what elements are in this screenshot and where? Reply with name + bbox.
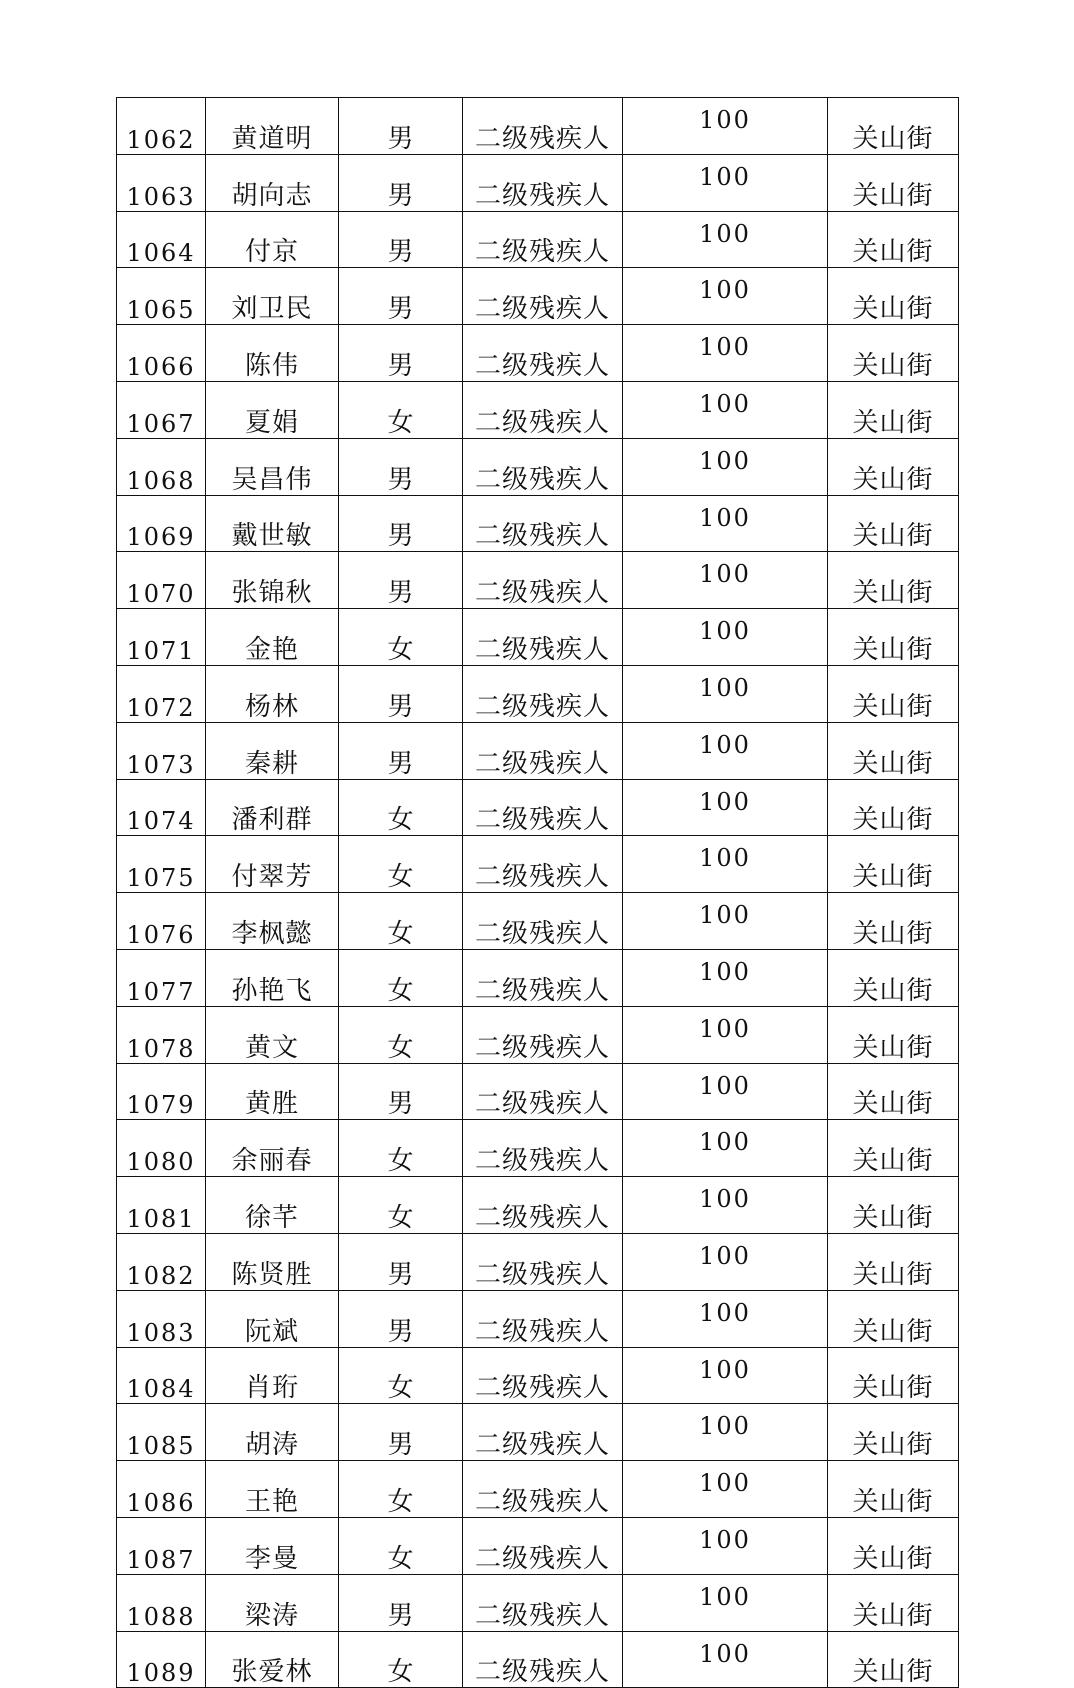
gender-cell: 女 xyxy=(339,1177,463,1234)
street-cell: 关山街 xyxy=(828,268,959,325)
serial-number-cell: 1087 xyxy=(117,1517,206,1574)
amount-cell: 100 xyxy=(623,949,828,1006)
amount-cell: 100 xyxy=(623,495,828,552)
street-cell: 关山街 xyxy=(828,949,959,1006)
disability-level-cell: 二级残疾人 xyxy=(463,1517,623,1574)
street-cell: 关山街 xyxy=(828,381,959,438)
serial-number-cell: 1088 xyxy=(117,1574,206,1631)
name-cell: 黄胜 xyxy=(206,1063,339,1120)
gender-cell: 女 xyxy=(339,381,463,438)
disability-level-cell: 二级残疾人 xyxy=(463,1233,623,1290)
serial-number-cell: 1085 xyxy=(117,1404,206,1461)
amount-cell: 100 xyxy=(623,893,828,950)
name-cell: 杨林 xyxy=(206,665,339,722)
table-row xyxy=(117,211,959,268)
serial-number-cell: 1062 xyxy=(117,98,206,155)
street-cell: 关山街 xyxy=(828,1063,959,1120)
table-row xyxy=(117,552,959,609)
gender-cell: 男 xyxy=(339,1404,463,1461)
amount-cell: 100 xyxy=(623,722,828,779)
name-cell: 余丽春 xyxy=(206,1120,339,1177)
amount-cell: 100 xyxy=(623,552,828,609)
table-row xyxy=(117,1631,959,1688)
serial-number-cell: 1089 xyxy=(117,1631,206,1688)
serial-number-cell: 1084 xyxy=(117,1347,206,1404)
table-row xyxy=(117,893,959,950)
disability-level-cell: 二级残疾人 xyxy=(463,268,623,325)
gender-cell: 女 xyxy=(339,1006,463,1063)
disability-level-cell: 二级残疾人 xyxy=(463,1574,623,1631)
table-row xyxy=(117,495,959,552)
serial-number-cell: 1081 xyxy=(117,1177,206,1234)
street-cell: 关山街 xyxy=(828,1177,959,1234)
serial-number-cell: 1065 xyxy=(117,268,206,325)
table-row xyxy=(117,836,959,893)
disability-level-cell: 二级残疾人 xyxy=(463,1063,623,1120)
serial-number-cell: 1068 xyxy=(117,438,206,495)
serial-number-cell: 1074 xyxy=(117,779,206,836)
name-cell: 付翠芳 xyxy=(206,836,339,893)
table-row xyxy=(117,98,959,155)
table-row xyxy=(117,949,959,1006)
street-cell: 关山街 xyxy=(828,665,959,722)
gender-cell: 男 xyxy=(339,665,463,722)
disability-level-cell: 二级残疾人 xyxy=(463,1120,623,1177)
table-row xyxy=(117,1517,959,1574)
street-cell: 关山街 xyxy=(828,98,959,155)
street-cell: 关山街 xyxy=(828,779,959,836)
street-cell: 关山街 xyxy=(828,325,959,382)
name-cell: 金艳 xyxy=(206,609,339,666)
amount-cell: 100 xyxy=(623,1177,828,1234)
gender-cell: 男 xyxy=(339,1574,463,1631)
table-row xyxy=(117,1006,959,1063)
amount-cell: 100 xyxy=(623,211,828,268)
disability-level-cell: 二级残疾人 xyxy=(463,552,623,609)
gender-cell: 男 xyxy=(339,98,463,155)
street-cell: 关山街 xyxy=(828,1404,959,1461)
serial-number-cell: 1077 xyxy=(117,949,206,1006)
disability-level-cell: 二级残疾人 xyxy=(463,836,623,893)
gender-cell: 男 xyxy=(339,154,463,211)
disability-level-cell: 二级残疾人 xyxy=(463,325,623,382)
amount-cell: 100 xyxy=(623,1517,828,1574)
name-cell: 胡向志 xyxy=(206,154,339,211)
gender-cell: 女 xyxy=(339,836,463,893)
name-cell: 黄道明 xyxy=(206,98,339,155)
name-cell: 胡涛 xyxy=(206,1404,339,1461)
amount-cell: 100 xyxy=(623,1233,828,1290)
name-cell: 梁涛 xyxy=(206,1574,339,1631)
amount-cell: 100 xyxy=(623,1063,828,1120)
table-row xyxy=(117,1347,959,1404)
serial-number-cell: 1070 xyxy=(117,552,206,609)
table-row xyxy=(117,609,959,666)
street-cell: 关山街 xyxy=(828,1120,959,1177)
serial-number-cell: 1063 xyxy=(117,154,206,211)
disability-level-cell: 二级残疾人 xyxy=(463,438,623,495)
amount-cell: 100 xyxy=(623,325,828,382)
disability-level-cell: 二级残疾人 xyxy=(463,211,623,268)
gender-cell: 女 xyxy=(339,1631,463,1688)
name-cell: 吴昌伟 xyxy=(206,438,339,495)
disability-level-cell: 二级残疾人 xyxy=(463,1006,623,1063)
disability-level-cell: 二级残疾人 xyxy=(463,893,623,950)
table-row xyxy=(117,1177,959,1234)
amount-cell: 100 xyxy=(623,438,828,495)
amount-cell: 100 xyxy=(623,609,828,666)
name-cell: 陈伟 xyxy=(206,325,339,382)
table-row xyxy=(117,1290,959,1347)
table-row xyxy=(117,1461,959,1518)
disability-level-cell: 二级残疾人 xyxy=(463,1177,623,1234)
disability-level-cell: 二级残疾人 xyxy=(463,1347,623,1404)
table-row xyxy=(117,722,959,779)
amount-cell: 100 xyxy=(623,1631,828,1688)
serial-number-cell: 1080 xyxy=(117,1120,206,1177)
serial-number-cell: 1076 xyxy=(117,893,206,950)
gender-cell: 女 xyxy=(339,893,463,950)
gender-cell: 男 xyxy=(339,1233,463,1290)
table-row xyxy=(117,268,959,325)
name-cell: 阮斌 xyxy=(206,1290,339,1347)
amount-cell: 100 xyxy=(623,1120,828,1177)
disability-level-cell: 二级残疾人 xyxy=(463,1404,623,1461)
serial-number-cell: 1083 xyxy=(117,1290,206,1347)
gender-cell: 女 xyxy=(339,1461,463,1518)
table-row xyxy=(117,779,959,836)
amount-cell: 100 xyxy=(623,381,828,438)
street-cell: 关山街 xyxy=(828,722,959,779)
street-cell: 关山街 xyxy=(828,495,959,552)
name-cell: 张锦秋 xyxy=(206,552,339,609)
amount-cell: 100 xyxy=(623,1290,828,1347)
disability-level-cell: 二级残疾人 xyxy=(463,495,623,552)
gender-cell: 男 xyxy=(339,438,463,495)
disability-level-cell: 二级残疾人 xyxy=(463,1631,623,1688)
street-cell: 关山街 xyxy=(828,1517,959,1574)
serial-number-cell: 1073 xyxy=(117,722,206,779)
name-cell: 张爱林 xyxy=(206,1631,339,1688)
street-cell: 关山街 xyxy=(828,154,959,211)
serial-number-cell: 1086 xyxy=(117,1461,206,1518)
street-cell: 关山街 xyxy=(828,1631,959,1688)
gender-cell: 男 xyxy=(339,268,463,325)
gender-cell: 男 xyxy=(339,1063,463,1120)
street-cell: 关山街 xyxy=(828,1574,959,1631)
serial-number-cell: 1064 xyxy=(117,211,206,268)
street-cell: 关山街 xyxy=(828,609,959,666)
table-row xyxy=(117,1120,959,1177)
table-row xyxy=(117,1404,959,1461)
table-row xyxy=(117,154,959,211)
gender-cell: 男 xyxy=(339,211,463,268)
name-cell: 李曼 xyxy=(206,1517,339,1574)
disability-level-cell: 二级残疾人 xyxy=(463,1461,623,1518)
table-row xyxy=(117,1574,959,1631)
serial-number-cell: 1067 xyxy=(117,381,206,438)
amount-cell: 100 xyxy=(623,836,828,893)
serial-number-cell: 1072 xyxy=(117,665,206,722)
disability-level-cell: 二级残疾人 xyxy=(463,381,623,438)
amount-cell: 100 xyxy=(623,154,828,211)
table-row xyxy=(117,1063,959,1120)
table-body xyxy=(117,98,959,1688)
name-cell: 陈贤胜 xyxy=(206,1233,339,1290)
amount-cell: 100 xyxy=(623,98,828,155)
gender-cell: 女 xyxy=(339,609,463,666)
name-cell: 王艳 xyxy=(206,1461,339,1518)
table-row xyxy=(117,381,959,438)
name-cell: 夏娟 xyxy=(206,381,339,438)
disability-level-cell: 二级残疾人 xyxy=(463,609,623,666)
table-row xyxy=(117,325,959,382)
amount-cell: 100 xyxy=(623,665,828,722)
street-cell: 关山街 xyxy=(828,1233,959,1290)
disability-level-cell: 二级残疾人 xyxy=(463,779,623,836)
serial-number-cell: 1079 xyxy=(117,1063,206,1120)
gender-cell: 女 xyxy=(339,1120,463,1177)
amount-cell: 100 xyxy=(623,1347,828,1404)
table-row xyxy=(117,1233,959,1290)
disability-level-cell: 二级残疾人 xyxy=(463,949,623,1006)
street-cell: 关山街 xyxy=(828,1290,959,1347)
disability-level-cell: 二级残疾人 xyxy=(463,665,623,722)
street-cell: 关山街 xyxy=(828,211,959,268)
street-cell: 关山街 xyxy=(828,1461,959,1518)
street-cell: 关山街 xyxy=(828,1347,959,1404)
name-cell: 秦耕 xyxy=(206,722,339,779)
name-cell: 刘卫民 xyxy=(206,268,339,325)
gender-cell: 女 xyxy=(339,949,463,1006)
table-row xyxy=(117,665,959,722)
serial-number-cell: 1078 xyxy=(117,1006,206,1063)
name-cell: 黄文 xyxy=(206,1006,339,1063)
amount-cell: 100 xyxy=(623,268,828,325)
gender-cell: 女 xyxy=(339,1347,463,1404)
serial-number-cell: 1082 xyxy=(117,1233,206,1290)
disability-level-cell: 二级残疾人 xyxy=(463,98,623,155)
gender-cell: 男 xyxy=(339,1290,463,1347)
gender-cell: 男 xyxy=(339,325,463,382)
serial-number-cell: 1075 xyxy=(117,836,206,893)
amount-cell: 100 xyxy=(623,1461,828,1518)
gender-cell: 女 xyxy=(339,1517,463,1574)
gender-cell: 女 xyxy=(339,779,463,836)
amount-cell: 100 xyxy=(623,1404,828,1461)
name-cell: 潘利群 xyxy=(206,779,339,836)
serial-number-cell: 1071 xyxy=(117,609,206,666)
name-cell: 付京 xyxy=(206,211,339,268)
name-cell: 肖珩 xyxy=(206,1347,339,1404)
table-row xyxy=(117,438,959,495)
disability-level-cell: 二级残疾人 xyxy=(463,154,623,211)
street-cell: 关山街 xyxy=(828,836,959,893)
street-cell: 关山街 xyxy=(828,893,959,950)
gender-cell: 男 xyxy=(339,722,463,779)
gender-cell: 男 xyxy=(339,552,463,609)
name-cell: 李枫懿 xyxy=(206,893,339,950)
amount-cell: 100 xyxy=(623,1006,828,1063)
amount-cell: 100 xyxy=(623,1574,828,1631)
amount-cell: 100 xyxy=(623,779,828,836)
street-cell: 关山街 xyxy=(828,438,959,495)
serial-number-cell: 1066 xyxy=(117,325,206,382)
gender-cell: 男 xyxy=(339,495,463,552)
recipient-table xyxy=(116,97,959,1688)
name-cell: 孙艳飞 xyxy=(206,949,339,1006)
name-cell: 徐芊 xyxy=(206,1177,339,1234)
disability-level-cell: 二级残疾人 xyxy=(463,722,623,779)
name-cell: 戴世敏 xyxy=(206,495,339,552)
street-cell: 关山街 xyxy=(828,552,959,609)
disability-level-cell: 二级残疾人 xyxy=(463,1290,623,1347)
street-cell: 关山街 xyxy=(828,1006,959,1063)
serial-number-cell: 1069 xyxy=(117,495,206,552)
